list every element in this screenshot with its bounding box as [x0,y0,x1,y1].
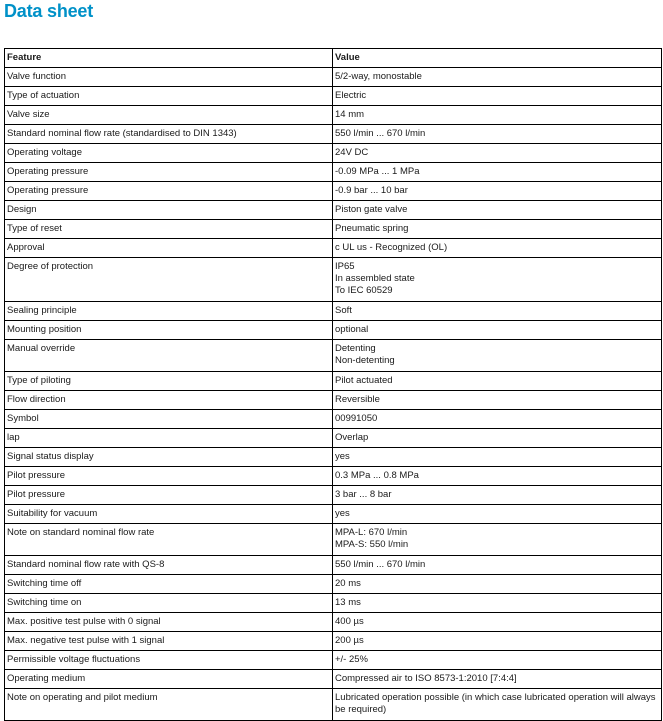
value-cell [333,613,662,632]
feature-cell: Pilot pressure [5,467,333,486]
feature-cell: Max. negative test pulse with 1 signal [5,632,333,651]
value-line: Compressed air to ISO 8573-1:2010 [7:4:4] [335,673,517,684]
value-line: yes [335,451,350,462]
table-row [5,182,662,201]
value-line: +/- 25% [335,654,369,665]
value-cell [333,556,662,575]
table-row [5,106,662,125]
value-cell [333,448,662,467]
value-cell [333,340,662,372]
feature-cell: Suitability for vacuum [5,505,333,524]
feature-cell: lap [5,429,333,448]
value-cell [333,125,662,144]
table-row [5,258,662,302]
value-line: Non-detenting [335,355,395,366]
value-line: Reversible [335,394,380,405]
value-line: 3 bar ... 8 bar [335,489,392,500]
value-cell [333,524,662,556]
value-cell [333,302,662,321]
table-row [5,670,662,689]
feature-cell: Manual override [5,340,333,372]
value-cell [333,505,662,524]
table-row [5,486,662,505]
value-line: In assembled state [335,273,415,284]
data-sheet-table [4,48,662,721]
table-row [5,689,662,721]
value-line: Pneumatic spring [335,223,409,234]
feature-cell: Pilot pressure [5,486,333,505]
feature-cell: Operating medium [5,670,333,689]
value-line: MPA-S: 550 l/min [335,539,409,550]
feature-cell: Switching time off [5,575,333,594]
value-cell [333,87,662,106]
feature-cell: Type of actuation [5,87,333,106]
feature-cell: Operating pressure [5,182,333,201]
table-row [5,163,662,182]
table-row [5,302,662,321]
value-cell [333,201,662,220]
value-line: Electric [335,90,367,101]
value-cell [333,651,662,670]
value-line: 200 µs [335,635,364,646]
table-row [5,556,662,575]
feature-cell: Type of piloting [5,372,333,391]
feature-cell: Operating voltage [5,144,333,163]
value-cell [333,182,662,201]
feature-cell: Max. positive test pulse with 0 signal [5,613,333,632]
value-line: 14 mm [335,109,365,120]
feature-cell: Type of reset [5,220,333,239]
value-line: 550 l/min ... 670 l/min [335,559,426,570]
table-row [5,505,662,524]
feature-cell: Standard nominal flow rate with QS-8 [5,556,333,575]
value-cell [333,258,662,302]
table-row [5,429,662,448]
value-cell [333,594,662,613]
table-row [5,201,662,220]
value-line: To IEC 60529 [335,285,393,296]
value-line: 20 ms [335,578,361,589]
value-cell [333,467,662,486]
feature-cell: Degree of protection [5,258,333,302]
value-line: Overlap [335,432,369,443]
value-cell [333,486,662,505]
value-cell [333,68,662,87]
value-line: Piston gate valve [335,204,408,215]
value-cell [333,106,662,125]
value-line: c UL us - Recognized (OL) [335,242,448,253]
table-row [5,321,662,340]
value-line: Pilot actuated [335,375,393,386]
value-cell [333,575,662,594]
value-cell [333,689,662,721]
value-cell [333,632,662,651]
feature-cell: Mounting position [5,321,333,340]
table-row [5,125,662,144]
table-row [5,594,662,613]
table-row [5,68,662,87]
value-line: 0.3 MPa ... 0.8 MPa [335,470,419,481]
value-line: 00991050 [335,413,378,424]
feature-cell: Valve size [5,106,333,125]
table-row [5,391,662,410]
feature-cell: Standard nominal flow rate (standardised to DIN 1343) [5,125,333,144]
value-line: optional [335,324,369,335]
value-line: Lubricated operation possible (in which case lubricated operation will always be required) [335,692,656,715]
table-row [5,144,662,163]
table-row [5,632,662,651]
feature-cell: Switching time on [5,594,333,613]
value-line: 13 ms [335,597,361,608]
value-line: Soft [335,305,352,316]
value-line: 5/2-way, monostable [335,71,422,82]
feature-cell: Note on standard nominal flow rate [5,524,333,556]
value-line: IP65 [335,261,355,272]
feature-cell: Flow direction [5,391,333,410]
value-line: -0.9 bar ... 10 bar [335,185,408,196]
value-cell [333,391,662,410]
value-line: MPA-L: 670 l/min [335,527,408,538]
table-row [5,340,662,372]
table-row [5,524,662,556]
value-cell [333,429,662,448]
value-cell [333,410,662,429]
value-line: 400 µs [335,616,364,627]
table-row [5,467,662,486]
table-row [5,410,662,429]
value-cell [333,239,662,258]
table-row [5,87,662,106]
value-cell [333,321,662,340]
table-row [5,448,662,467]
value-cell [333,220,662,239]
feature-cell: Symbol [5,410,333,429]
value-cell [333,163,662,182]
value-line: Detenting [335,343,376,354]
table-row [5,239,662,258]
value-cell [333,372,662,391]
value-line: 550 l/min ... 670 l/min [335,128,426,139]
table-row [5,575,662,594]
page-title: Data sheet [4,1,94,21]
table-row [5,651,662,670]
feature-cell: Sealing principle [5,302,333,321]
value-cell [333,670,662,689]
feature-cell: Signal status display [5,448,333,467]
value-line: -0.09 MPa ... 1 MPa [335,166,420,177]
feature-cell: Design [5,201,333,220]
header-feature: Feature [5,49,333,68]
feature-cell: Valve function [5,68,333,87]
value-line: yes [335,508,350,519]
feature-cell: Permissible voltage fluctuations [5,651,333,670]
feature-cell: Operating pressure [5,163,333,182]
table-header-row [5,49,662,68]
feature-cell: Note on operating and pilot medium [5,689,333,721]
table-row [5,613,662,632]
table-row [5,220,662,239]
feature-cell: Approval [5,239,333,258]
value-cell [333,144,662,163]
value-line: 24V DC [335,147,369,158]
table-row [5,372,662,391]
header-value: Value [333,49,662,68]
